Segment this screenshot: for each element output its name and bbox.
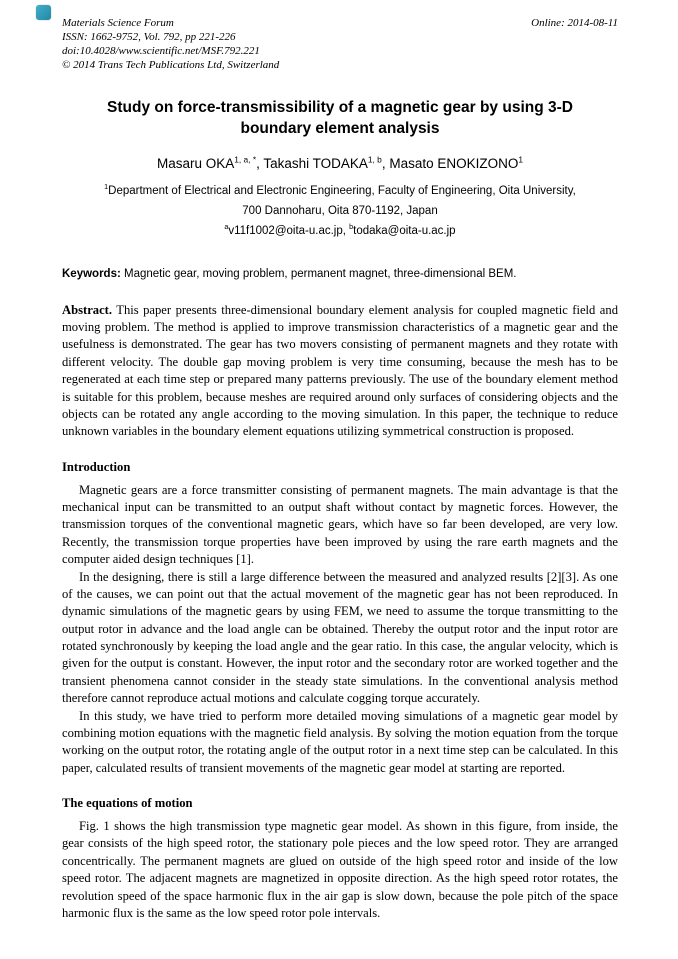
affiliation <box>62 181 618 221</box>
author-superscript: 1 <box>518 154 524 165</box>
author-name: , Takashi TODAKA <box>256 156 368 172</box>
keywords-label: Keywords: <box>62 267 121 280</box>
section-heading-equations-of-motion: The equations of motion <box>62 796 193 811</box>
affiliation-text: Department of Electrical and Electronic Engineering, Faculty of Engineering, Oita University, <box>108 185 576 198</box>
paper-title: Study on force-transmissibility of a magnetic gear by using 3-D boundary element analysis <box>107 99 573 137</box>
affiliation-line-2: 700 Dannoharu, Oita 870-1192, Japan <box>242 205 438 218</box>
email-a: v11f1002@oita-u.ac.jp, <box>228 225 350 238</box>
author-emails <box>62 221 618 241</box>
online-date: Online: 2014-08-11 <box>531 17 618 29</box>
author-superscript: 1, b <box>367 154 382 165</box>
affiliation-superscript: 1 <box>104 183 109 192</box>
intro-paragraph-3: In this study, we have tried to perform more detailed moving simulations of a magnetic gear model by combining motion equations with the magnetic field analysis. By solving the motion equation from the torque working on the output rotor, the rotating angle of the output rotor in a next time step can be calculated. In this paper, calculated results of transient movements of the magnetic gear model at starting are reported. <box>62 708 618 775</box>
email-b: todaka@oita-u.ac.jp <box>353 225 456 238</box>
equations-paragraph-1: Fig. 1 shows the high transmission type magnetic gear model. As shown in this figure, from inside, the gear consists of the high speed rotor, the stationary pole pieces and the low speed rotor. They are arranged concentrically. The permanent magnets are glued on outside of the high speed rotor and inside of the low speed rotor. The adjacent magnets are magnetized in opposite direction. As the high speed rotor rotates, the revolution speed of the space harmonic flux in the air gap is slow down, because the pole pitch of the space harmonic flux is the same as the low speed rotor pole intervals. <box>62 819 618 920</box>
author-name: Masaru OKA <box>156 156 235 172</box>
abstract-label: Abstract. <box>62 302 113 317</box>
author-superscript: 1, a, * <box>234 154 257 165</box>
journal-header-left <box>62 16 279 72</box>
affiliation-line-1 <box>62 181 618 201</box>
email-superscript-b: b <box>349 223 354 232</box>
intro-paragraph-2: In the designing, there is still a large difference between the measured and analyzed results [2][3]. As one of the causes, we can point out that the actual movement of the magnetic gear has not been reproduced. In dynamic simulations of the magnetic gears by using FEM, we need to assume the torque transmitting to the output rotor in advance and the load angle can be obtained. Thereby the output rotor and the input rotor are rotated synchronously by keeping the load angle and the gear ratio. In this case, the angular velocity, which is given for the output is constant. However, the input rotor and the secondary rotor are worked together and the transient phenomena cannot consider in the steady state simulations. In the conventional analysis method therefore cannot reproduce actual motions and calculate cogging torque accurately. <box>62 569 618 706</box>
document-badge-icon <box>36 5 51 20</box>
journal-name: Materials Science Forum <box>62 17 174 29</box>
keywords-text: Magnetic gear, moving problem, permanent magnet, three-dimensional BEM. <box>120 267 517 280</box>
journal-doi-line: doi:10.4028/www.scientific.net/MSF.792.221 <box>62 45 260 58</box>
email-superscript-a: a <box>224 223 229 232</box>
abstract-paragraph <box>62 302 618 441</box>
author-byline <box>62 156 618 171</box>
author-name: , Masato ENOKIZONO <box>381 156 519 172</box>
keywords-line <box>62 266 618 282</box>
abstract-text: This paper presents three-dimensional boundary element analysis for coupled magnetic field and moving problem. The method is applied to improve transmission characteristics of a magnetic gear and the usefulness is demonstrated. The gear has two movers consisting of permanent magnets and they rotate with different velocity. The double gap moving problem is very time consuming, because the mesh has to be regenerated at each time step or prepared many patterns previously. The use of the boundary element method is suitable for this problem, because meshes are required around only surfaces of considering objects and the objects can be rotated any angle according to the moving simulation. In this paper, the technique to reduce unknown variables in the boundary element equations utilizing symmetrical construction is proposed. <box>62 302 618 439</box>
journal-issn-line: ISSN: 1662-9752, Vol. 792, pp 221-226 <box>62 31 236 44</box>
journal-header <box>62 16 618 72</box>
section-heading-introduction: Introduction <box>62 459 131 474</box>
journal-copyright-line: © 2014 Trans Tech Publications Ltd, Switzerland <box>62 59 280 72</box>
intro-paragraph-1: Magnetic gears are a force transmitter consisting of permanent magnets. The main advantage is that the mechanical input can be transmitted to an output shaft without contact by magnetic forces. However, the transmission torques of the conventional magnetic gears, which have so far been developed, are very low. Recently, the transmission torque properties have been improved by using the rare earth magnets and the computer aided design techniques [1]. <box>62 482 618 567</box>
